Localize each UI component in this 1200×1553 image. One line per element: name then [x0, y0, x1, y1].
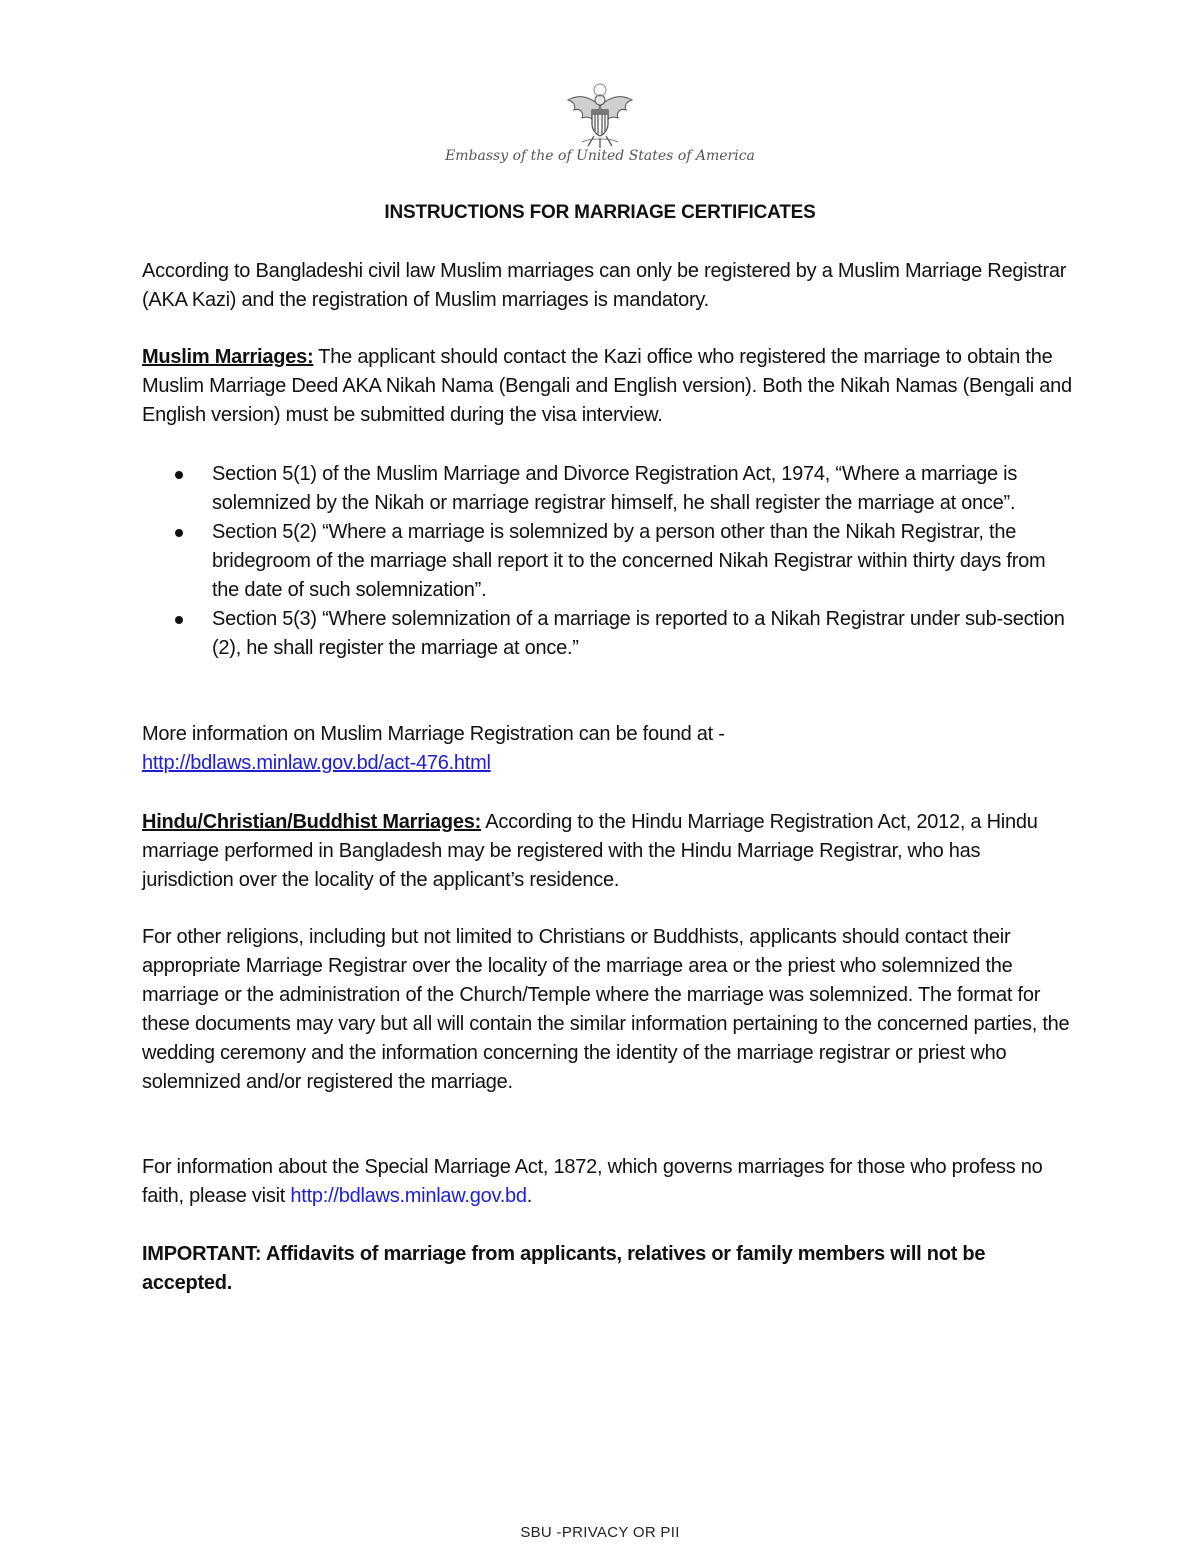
- us-great-seal-icon: [560, 82, 640, 154]
- list-item: [142, 518, 1072, 605]
- muslim-marriages-heading: Muslim Marriages:: [142, 346, 314, 368]
- important-text: Affidavits of marriage from applicants, relatives or family members will not be accepted.: [142, 1243, 986, 1294]
- embassy-name: Embassy of the of United States of America: [445, 148, 755, 164]
- page-title: INSTRUCTIONS FOR MARRIAGE CERTIFICATES: [384, 202, 816, 223]
- important-notice: [142, 1240, 1072, 1298]
- section-bullet-list: [142, 460, 1072, 663]
- special-marriage-paragraph: [142, 1153, 1072, 1211]
- bullet-icon: [175, 616, 183, 624]
- hindu-marriages-body: According to the Hindu Marriage Registration Act, 2012, a Hindu marriage performed in Bangladesh may be registered with the Hindu Marriage Registrar, who has jurisdiction over the locality of the applicant’s residence.: [142, 811, 1038, 891]
- special-marriage-end: .: [526, 1185, 533, 1207]
- list-item: [142, 605, 1072, 663]
- classification-footer: SBU -PRIVACY OR PII: [520, 1524, 680, 1541]
- intro-paragraph: According to Bangladeshi civil law Muslim marriages can only be registered by a Muslim Marriage Registrar (AKA Kazi) and the registration of Muslim marriages is mandatory.: [142, 260, 1067, 311]
- muslim-marriages-paragraph: [142, 343, 1072, 430]
- list-item: [142, 460, 1072, 518]
- more-info-paragraph: [142, 720, 1072, 778]
- important-label: IMPORTANT:: [142, 1243, 262, 1265]
- hindu-marriages-paragraph: [142, 808, 1072, 895]
- muslim-marriages-body: The applicant should contact the Kazi office who registered the marriage to obtain the Muslim Marriage Deed AKA Nikah Nama (Bengali and English version). Both the Nikah Namas (Bengali and English version) must be submitted during the visa interview.: [142, 346, 1072, 426]
- bullet-icon: [175, 529, 183, 537]
- minlaw-link[interactable]: http://bdlaws.minlaw.gov.bd: [290, 1185, 527, 1207]
- bullet-text: Section 5(2) “Where a marriage is solemnized by a person other than the Nikah Registrar, the bridegroom of the marriage shall report it to the concerned Nikah Registrar within thirty days from the date of such solemnization”.: [212, 521, 1046, 601]
- special-marriage-text: For information about the Special Marriage Act, 1872, which governs marriages for those who profess no faith, please visit: [142, 1156, 1043, 1207]
- bullet-text: Section 5(1) of the Muslim Marriage and Divorce Registration Act, 1974, “Where a marriage is solemnized by the Nikah or marriage registrar himself, he shall register the marriage at once”.: [212, 463, 1018, 514]
- hindu-marriages-heading: Hindu/Christian/Buddhist Marriages:: [142, 811, 482, 833]
- act-476-link[interactable]: http://bdlaws.minlaw.gov.bd/act-476.html: [142, 752, 491, 774]
- bullet-text: Section 5(3) “Where solemnization of a marriage is reported to a Nikah Registrar under sub-section (2), he shall register the marriage at once.”: [212, 608, 1065, 659]
- bullet-icon: [175, 471, 183, 479]
- other-religions-paragraph: For other religions, including but not limited to Christians or Buddhists, applicants should contact their appropriate Marriage Registrar over the locality of the marriage area or the priest who solemnized the marriage or the administration of the Church/Temple where the marriage was solemnized. The format for these documents may vary but all will contain the similar information pertaining to the concerned parties, the wedding ceremony and the information concerning the identity of the marriage registrar or priest who solemnized and/or registered the marriage.: [142, 926, 1070, 1093]
- more-info-text: More information on Muslim Marriage Registration can be found at -: [142, 723, 725, 745]
